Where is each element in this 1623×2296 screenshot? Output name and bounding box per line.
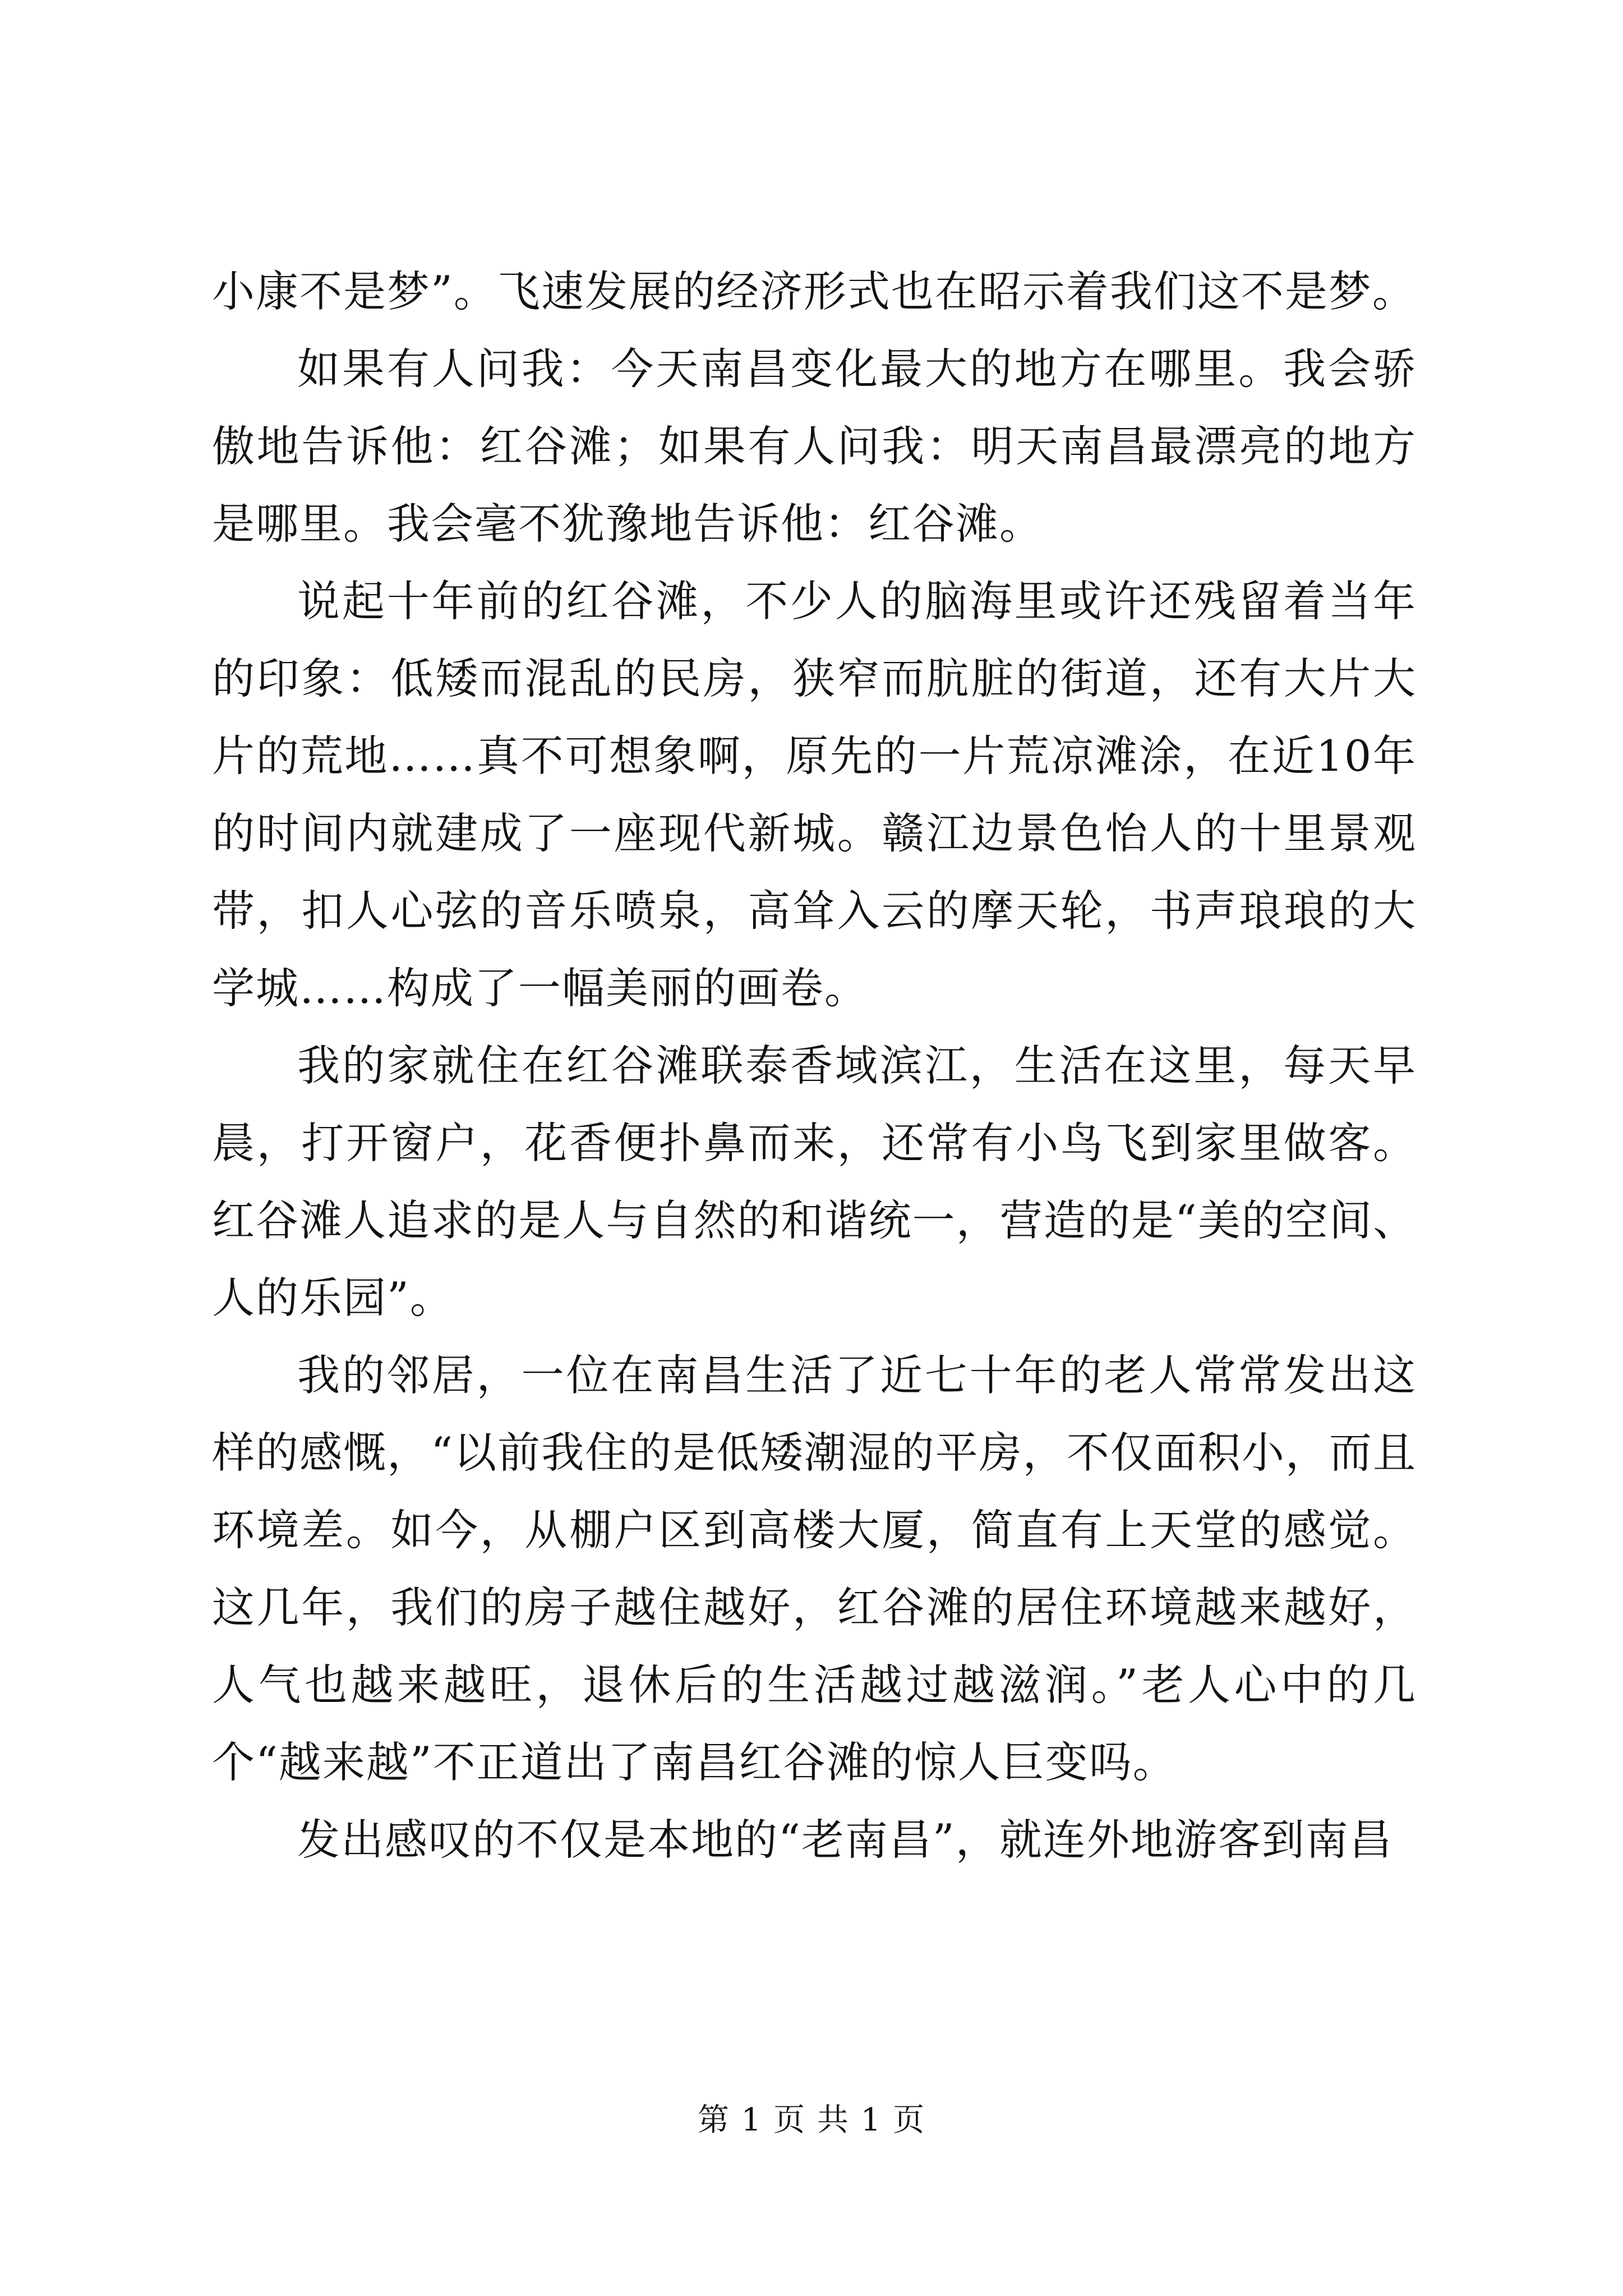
paragraph-continuation: 小康不是梦”。飞速发展的经济形式也在昭示着我们这不是梦。 — [212, 266, 1416, 316]
paragraph: 我的家就住在红谷滩联泰香域滨江，生活在这里，每天早晨，打开窗户，花香便扑鼻而来，还常有小鸟飞到家里做客。红谷滩人追求的是人与自然的和谐统一，营造的是“美的空间、人的乐园”。 — [212, 1041, 1417, 1323]
document-body — [212, 253, 1417, 1879]
paragraph: 发出感叹的不仅是本地的“老南昌”，就连外地游客到南昌 — [297, 1815, 1393, 1865]
page-number-footer: 第 1 页 共 1 页 — [697, 2102, 926, 2138]
paragraph: 我的邻居，一位在南昌生活了近七十年的老人常常发出这样的感慨，“以前我住的是低矮潮湿的平房，不仅面积小，而且环境差。如今，从棚户区到高楼大厦，简直有上天堂的感觉。这几年，我们的房子越住越好，红谷滩的居住环境越来越好，人气也越来越旺，退休后的生活越过越滋润。”老人心中的几个“越来越”不正道出了南昌红谷滩的惊人巨变吗。 — [212, 1350, 1417, 1787]
paragraph: 说起十年前的红谷滩，不少人的脑海里或许还残留着当年的印象：低矮而混乱的民房，狭窄而肮脏的街道，还有大片大片的荒地……真不可想象啊，原先的一片荒凉滩涂，在近10年的时间内就建成了一座现代新城。赣江边景色怡人的十里景观带，扣人心弦的音乐喷泉，高耸入云的摩天轮，书声琅琅的大学城……构成了一幅美丽的画卷。 — [212, 576, 1417, 1013]
paragraph: 如果有人问我：今天南昌变化最大的地方在哪里。我会骄傲地告诉他：红谷滩；如果有人问我：明天南昌最漂亮的地方是哪里。我会毫不犹豫地告诉他：红谷滩。 — [212, 344, 1417, 549]
